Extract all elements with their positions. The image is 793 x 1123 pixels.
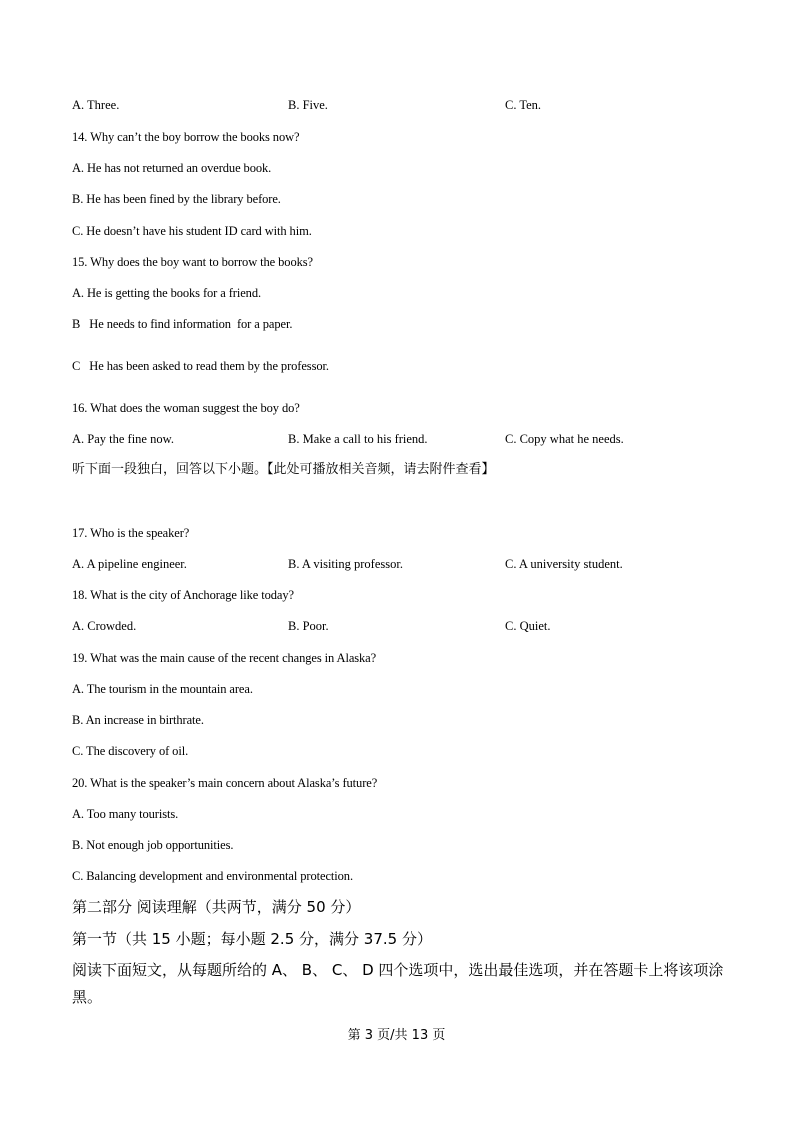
q18-option-c: C. Quiet. (505, 619, 551, 633)
q16-question: 16. What does the woman suggest the boy do? (72, 401, 300, 415)
q15-question: 15. Why does the boy want to borrow the books? (72, 255, 313, 269)
q19-option-b: B. An increase in birthrate. (72, 713, 204, 727)
q17-question: 17. Who is the speaker? (72, 526, 190, 540)
q17-option-c: C. A university student. (505, 557, 623, 571)
q18-option-a: A. Crowded. (72, 619, 137, 633)
reading-instruction: 阅读下面短文，从每题所给的 A、 B、 C、 D 四个选项中，选出最佳选项，并在答题卡上将该项涂黑。 (72, 961, 724, 1006)
q17-option-a: A. A pipeline engineer. (72, 557, 187, 571)
q20-option-b: B. Not enough job opportunities. (72, 838, 234, 852)
q16-option-b: B. Make a call to his friend. (288, 432, 428, 446)
q16-option-c: C. Copy what he needs. (505, 432, 624, 446)
section1-heading: 第一节（共 15 小题；每小题 2.5 分，满分 37.5 分） (72, 930, 432, 948)
q18-option-b: B. Poor. (288, 619, 329, 633)
part2-heading: 第二部分 阅读理解（共两节，满分 50 分） (72, 898, 361, 916)
q13-option-b: B. Five. (288, 98, 328, 112)
q13-option-c: C. Ten. (505, 98, 542, 112)
q20-option-c: C. Balancing development and environmental protection. (72, 869, 353, 883)
q14-option-a: A. He has not returned an overdue book. (72, 161, 272, 175)
q14-option-c: C. He doesn’t have his student ID card with him. (72, 224, 312, 238)
q19-option-a: A. The tourism in the mountain area. (72, 682, 253, 696)
page-footer: 第 3 页/共 13 页 (347, 1028, 446, 1043)
monologue-instruction: 听下面一段独白，回答以下小题。【此处可播放相关音频，请去附件查看】 (72, 462, 495, 477)
q14-question: 14. Why can’t the boy borrow the books now? (72, 130, 300, 144)
q15-option-a: A. He is getting the books for a friend. (72, 286, 262, 300)
q19-question: 19. What was the main cause of the recent changes in Alaska? (72, 651, 377, 665)
q16-option-a: A. Pay the fine now. (72, 432, 174, 446)
q17-option-b: B. A visiting professor. (288, 557, 403, 571)
q14-option-b: B. He has been fined by the library before. (72, 192, 281, 206)
q13-option-a: A. Three. (72, 98, 120, 112)
q19-option-c: C. The discovery of oil. (72, 744, 189, 758)
q20-option-a: A. Too many tourists. (72, 807, 179, 821)
q18-question: 18. What is the city of Anchorage like today? (72, 588, 294, 602)
q15-option-b: B He needs to find information for a paper. (72, 317, 293, 331)
q20-question: 20. What is the speaker’s main concern about Alaska’s future? (72, 776, 378, 790)
q15-option-c: C He has been asked to read them by the professor. (72, 359, 329, 373)
